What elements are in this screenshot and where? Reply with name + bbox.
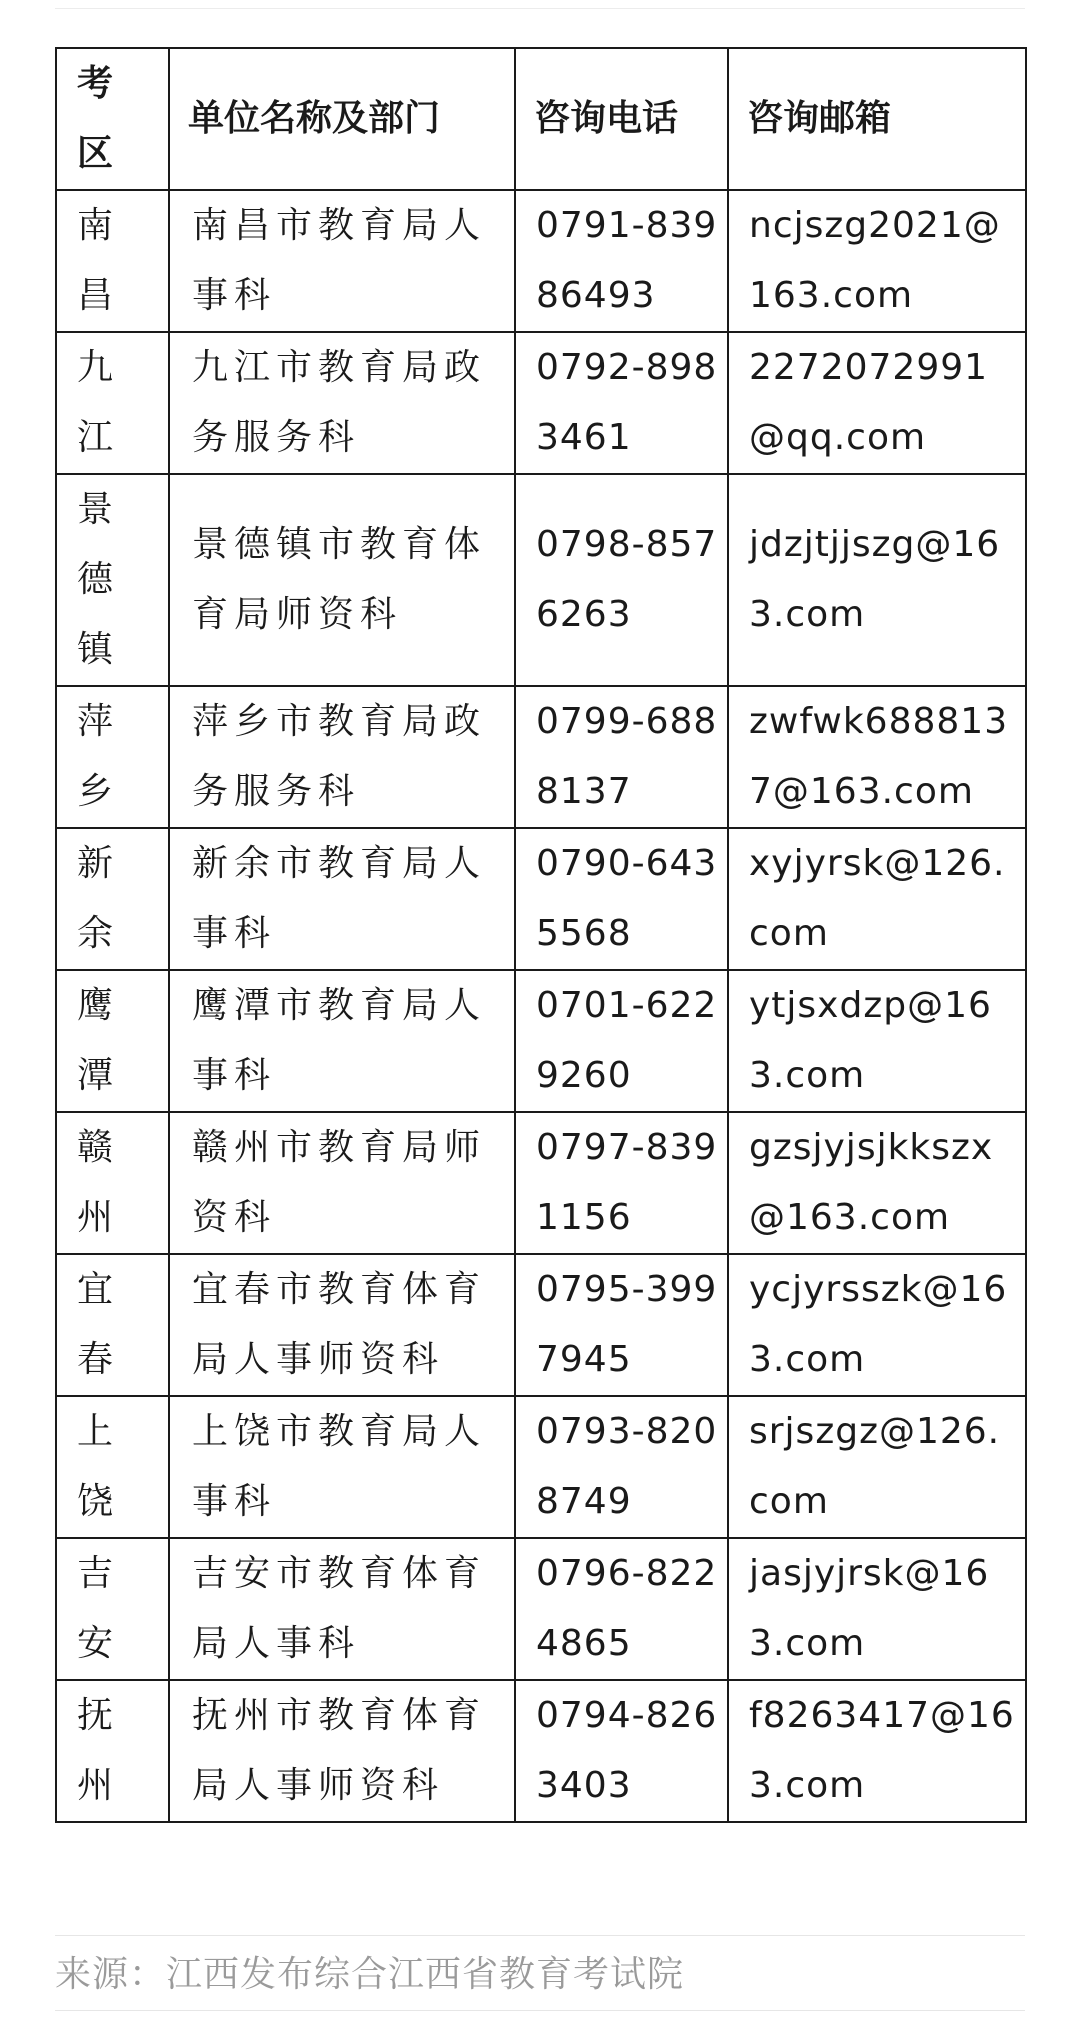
area-cell: 萍乡 [56, 686, 169, 828]
table-row [56, 1680, 1026, 1822]
area-cell: 上饶 [56, 1396, 169, 1538]
phone-cell: 0792-8983461 [515, 332, 728, 474]
table-row [56, 332, 1026, 474]
email-cell: zwfwk6888137@163.com [728, 686, 1026, 828]
source-caption: 来源：江西发布综合江西省教育考试院 [55, 1954, 685, 1995]
phone-cell: 0799-6888137 [515, 686, 728, 828]
table-body [56, 190, 1026, 1822]
top-divider [55, 8, 1025, 9]
header-unit: 单位名称及部门 [169, 48, 515, 190]
phone-cell: 0797-8391156 [515, 1112, 728, 1254]
area-cell: 九江 [56, 332, 169, 474]
header-row [56, 48, 1026, 190]
unit-cell: 宜春市教育体育局人事师资科 [169, 1254, 515, 1396]
email-cell: xyjyrsk@126.com [728, 828, 1026, 970]
table-row [56, 190, 1026, 332]
table-row [56, 1538, 1026, 1680]
email-cell: ncjszg2021@163.com [728, 190, 1026, 332]
area-cell: 宜春 [56, 1254, 169, 1396]
unit-cell: 吉安市教育体育局人事科 [169, 1538, 515, 1680]
header-phone: 咨询电话 [515, 48, 728, 190]
area-cell: 抚州 [56, 1680, 169, 1822]
header-email: 咨询邮箱 [728, 48, 1026, 190]
unit-cell: 上饶市教育局人事科 [169, 1396, 515, 1538]
contact-table [55, 47, 1027, 1823]
email-cell: jdzjtjjszg@163.com [728, 474, 1026, 686]
source-top-divider [55, 1935, 1025, 1936]
table-row [56, 1396, 1026, 1538]
unit-cell: 赣州市教育局师资科 [169, 1112, 515, 1254]
unit-cell: 新余市教育局人事科 [169, 828, 515, 970]
email-cell: ycjyrsszk@163.com [728, 1254, 1026, 1396]
unit-cell: 景德镇市教育体育局师资科 [169, 474, 515, 686]
area-cell: 景德镇 [56, 474, 169, 686]
unit-cell: 抚州市教育体育局人事师资科 [169, 1680, 515, 1822]
header-area: 考区 [56, 48, 169, 190]
phone-cell: 0795-3997945 [515, 1254, 728, 1396]
phone-cell: 0796-8224865 [515, 1538, 728, 1680]
phone-cell: 0791-83986493 [515, 190, 728, 332]
email-cell: ytjsxdzp@163.com [728, 970, 1026, 1112]
table-header [56, 48, 1026, 190]
phone-cell: 0798-8576263 [515, 474, 728, 686]
email-cell: jasjyjrsk@163.com [728, 1538, 1026, 1680]
email-cell: srjszgz@126.com [728, 1396, 1026, 1538]
area-cell: 鹰潭 [56, 970, 169, 1112]
unit-cell: 南昌市教育局人事科 [169, 190, 515, 332]
area-cell: 新余 [56, 828, 169, 970]
email-cell: gzsjyjsjkkszx@163.com [728, 1112, 1026, 1254]
phone-cell: 0794-8263403 [515, 1680, 728, 1822]
source-bottom-divider [55, 2010, 1025, 2011]
phone-cell: 0701-6229260 [515, 970, 728, 1112]
area-cell: 吉安 [56, 1538, 169, 1680]
table-row [56, 474, 1026, 686]
unit-cell: 九江市教育局政务服务科 [169, 332, 515, 474]
area-cell: 南昌 [56, 190, 169, 332]
table-row [56, 1112, 1026, 1254]
phone-cell: 0790-6435568 [515, 828, 728, 970]
email-cell: 2272072991@qq.com [728, 332, 1026, 474]
table-row [56, 1254, 1026, 1396]
table-row [56, 686, 1026, 828]
email-cell: f8263417@163.com [728, 1680, 1026, 1822]
phone-cell: 0793-8208749 [515, 1396, 728, 1538]
table-row [56, 828, 1026, 970]
table-row [56, 970, 1026, 1112]
unit-cell: 萍乡市教育局政务服务科 [169, 686, 515, 828]
unit-cell: 鹰潭市教育局人事科 [169, 970, 515, 1112]
area-cell: 赣州 [56, 1112, 169, 1254]
